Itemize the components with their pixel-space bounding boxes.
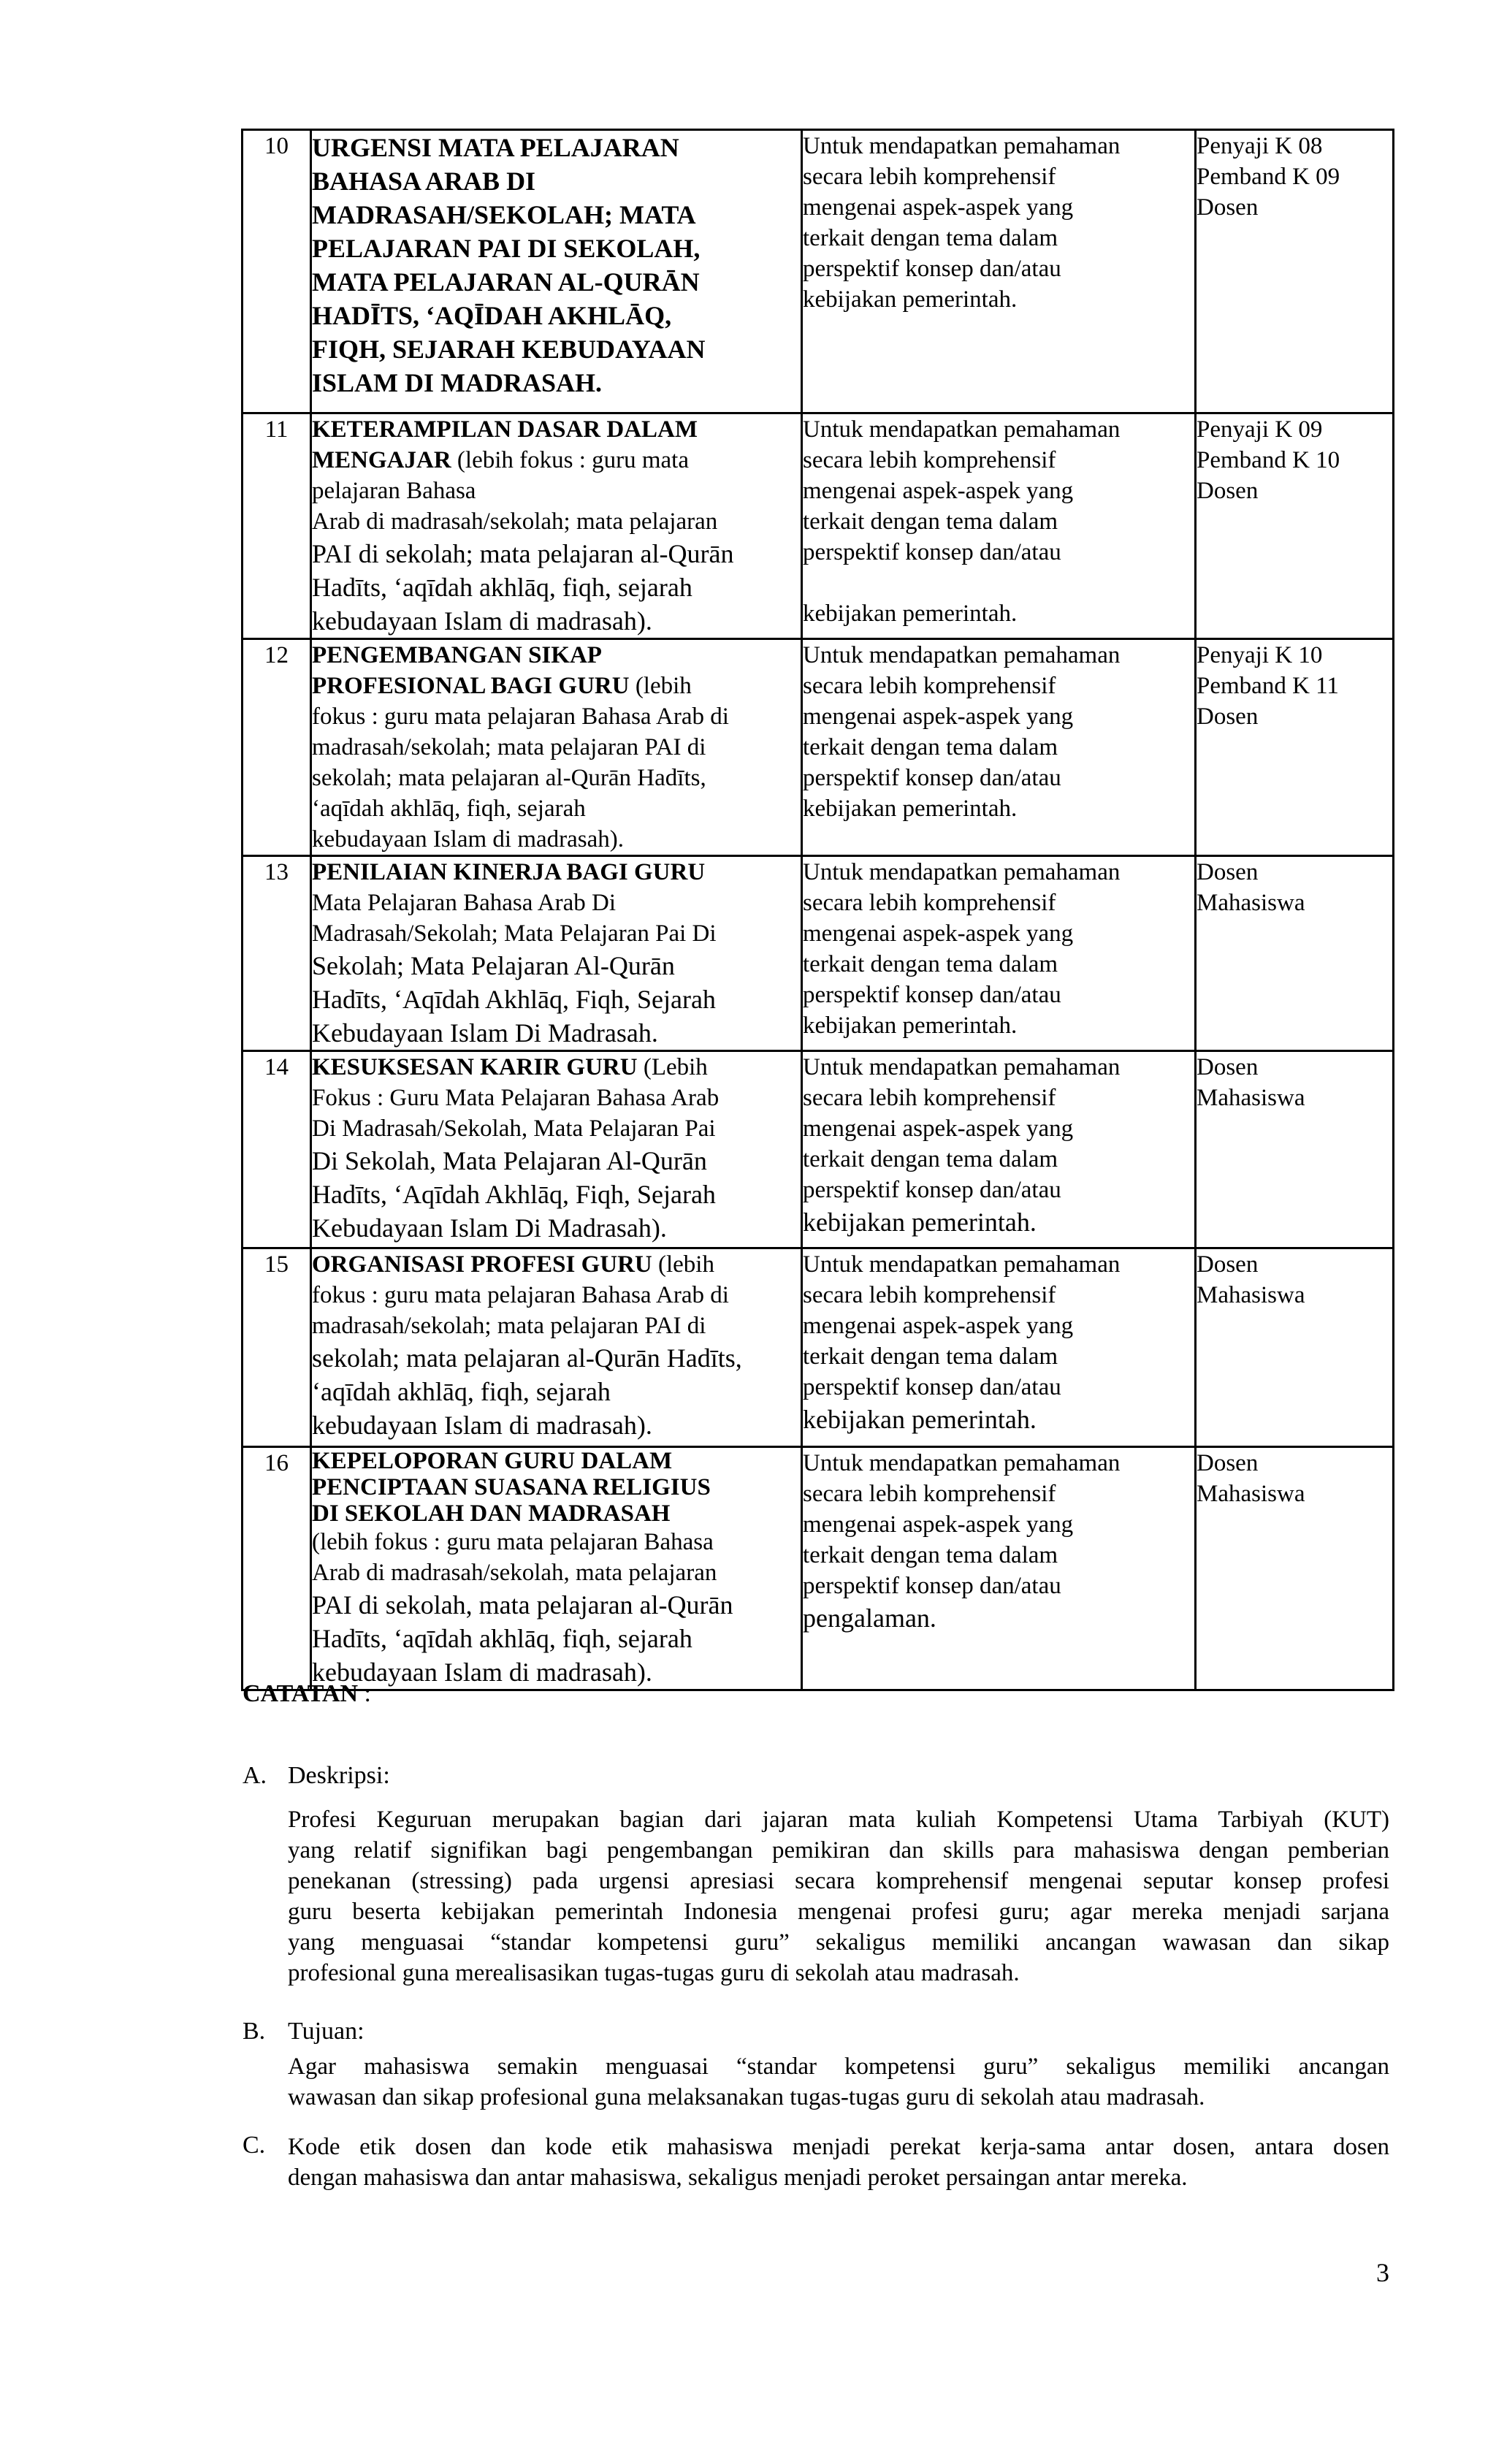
section-c-label: C. <box>243 2132 266 2159</box>
purpose-line: mengenai aspek-aspek yang <box>803 1313 1074 1339</box>
description-line: guru beserta kebijakan pemerintah Indonesia mengenai profesi guru; agar mereka menjadi sarjana <box>288 1899 1389 1925</box>
topic-title-line: ISLAM DI MADRASAH. <box>312 368 603 397</box>
purpose-line: kebijakan pemerintah. <box>803 1012 1018 1039</box>
section-b-label: B. <box>243 2018 266 2045</box>
topic-line: ‘aqīdah akhlāq, fiqh, sejarah <box>312 796 586 822</box>
table-row <box>243 856 1394 1051</box>
purpose-line: perspektif konsep dan/atau <box>803 1374 1061 1400</box>
table-row <box>243 1447 1394 1690</box>
topic-title: PROFESIONAL BAGI GURU <box>312 673 630 699</box>
topic-line: Di Sekolah, Mata Pelajaran Al-Qurān <box>312 1146 707 1175</box>
topic-line: Mata Pelajaran Bahasa Arab Di <box>312 890 617 916</box>
topic-line: PAI di sekolah; mata pelajaran al-Qurān <box>312 539 734 568</box>
ethics-line: Kode etik dosen dan kode etik mahasiswa menjadi perekat kerja-sama antar dosen, antara dosen <box>288 2134 1389 2160</box>
topic-title-line: URGENSI MATA PELAJARAN <box>312 133 679 162</box>
course-schedule-table <box>241 129 1394 1691</box>
topic-title-line: MADRASAH/SEKOLAH; MATA <box>312 200 696 229</box>
purpose-line: pengalaman. <box>803 1603 936 1633</box>
topic-cell <box>311 1051 802 1248</box>
purpose-line: perspektif konsep dan/atau <box>803 982 1061 1008</box>
topic-title-line: FIQH, SEJARAH KEBUDAYAAN <box>312 335 706 364</box>
ethics-line: dengan mahasiswa dan antar mahasiswa, sekaligus menjadi peroket persaingan antar mereka. <box>288 2164 1188 2191</box>
purpose-line: Untuk mendapatkan pemahaman <box>803 642 1121 668</box>
topic-line: Sekolah; Mata Pelajaran Al-Qurān <box>312 951 675 980</box>
objective-line: wawasan dan sikap profesional guna melaksanakan tugas-tugas guru di sekolah atau madrasah. <box>288 2084 1205 2110</box>
purpose-line: terkait dengan tema dalam <box>803 1146 1058 1172</box>
purpose-line: kebijakan pemerintah. <box>803 1208 1037 1237</box>
purpose-line: mengenai aspek-aspek yang <box>803 1511 1074 1538</box>
role-line: Pemband K 09 <box>1197 164 1340 190</box>
section-b-text <box>288 2051 1389 2113</box>
objective-line: Agar mahasiswa semakin menguasai “standar kompetensi guru” sekaligus memiliki ancangan <box>288 2053 1389 2080</box>
role-cell <box>1196 130 1394 413</box>
section-c-text <box>288 2132 1389 2193</box>
topic-title-line: PENCIPTAAN SUASANA RELIGIUS <box>312 1474 711 1500</box>
topic-line: madrasah/sekolah; mata pelajaran PAI di <box>312 734 706 760</box>
role-line: Pemband K 11 <box>1197 673 1339 699</box>
topic-line: Madrasah/Sekolah; Mata Pelajaran Pai Di <box>312 920 717 947</box>
notes-heading-text: CATATAN <box>243 1680 359 1707</box>
purpose-line: Untuk mendapatkan pemahaman <box>803 1054 1121 1080</box>
role-line: Mahasiswa <box>1197 890 1305 916</box>
role-line: Dosen <box>1197 703 1259 730</box>
role-line: Penyaji K 09 <box>1197 416 1323 443</box>
purpose-line: perspektif konsep dan/atau <box>803 1573 1061 1599</box>
role-line: Dosen <box>1197 194 1259 221</box>
row-number: 15 <box>243 1248 311 1447</box>
topic-line: ‘aqīdah akhlāq, fiqh, sejarah <box>312 1377 611 1406</box>
purpose-cell <box>802 130 1196 413</box>
topic-title: KESUKSESAN KARIR GURU <box>312 1054 638 1080</box>
purpose-line: mengenai aspek-aspek yang <box>803 194 1074 221</box>
topic-line: pelajaran Bahasa <box>312 478 476 504</box>
role-line: Dosen <box>1197 859 1259 885</box>
purpose-line: mengenai aspek-aspek yang <box>803 478 1074 504</box>
table-row <box>243 130 1394 413</box>
role-line: Mahasiswa <box>1197 1481 1305 1507</box>
topic-line: Hadīts, ‘Aqīdah Akhlāq, Fiqh, Sejarah <box>312 985 716 1014</box>
topic-line: sekolah; mata pelajaran al-Qurān Hadīts, <box>312 765 706 791</box>
topic-line: PAI di sekolah, mata pelajaran al-Qurān <box>312 1590 733 1620</box>
purpose-cell <box>802 856 1196 1051</box>
purpose-line: secara lebih komprehensif <box>803 447 1056 473</box>
description-line: Profesi Keguruan merupakan bagian dari jajaran mata kuliah Kompetensi Utama Tarbiyah (KUT) <box>288 1807 1389 1833</box>
topic-line: Hadīts, ‘aqīdah akhlāq, fiqh, sejarah <box>312 573 692 602</box>
purpose-line: kebijakan pemerintah. <box>803 796 1018 822</box>
purpose-line: mengenai aspek-aspek yang <box>803 703 1074 730</box>
role-cell <box>1196 1447 1394 1690</box>
topic-title: KETERAMPILAN DASAR DALAM <box>312 416 698 443</box>
purpose-line: secara lebih komprehensif <box>803 1481 1056 1507</box>
description-line: yang relatif signifikan bagi pengembangan pemikiran dan skills para mahasiswa dengan pemberian <box>288 1837 1389 1864</box>
topic-title: ORGANISASI PROFESI GURU <box>312 1251 652 1278</box>
section-a-label: A. <box>243 1762 267 1789</box>
topic-line: Di Madrasah/Sekolah, Mata Pelajaran Pai <box>312 1115 716 1142</box>
role-line: Pemband K 10 <box>1197 447 1340 473</box>
role-cell <box>1196 1051 1394 1248</box>
section-a-title: Deskripsi: <box>288 1762 390 1789</box>
topic-line: Hadīts, ‘aqīdah akhlāq, fiqh, sejarah <box>312 1624 692 1653</box>
role-line: Dosen <box>1197 1054 1259 1080</box>
topic-line: sekolah; mata pelajaran al-Qurān Hadīts, <box>312 1343 742 1373</box>
table-row <box>243 1248 1394 1447</box>
purpose-line: Untuk mendapatkan pemahaman <box>803 859 1121 885</box>
topic-title-line: MATA PELAJARAN AL-QURĀN <box>312 267 700 297</box>
topic-line: madrasah/sekolah; mata pelajaran PAI di <box>312 1313 706 1339</box>
purpose-line: terkait dengan tema dalam <box>803 951 1058 977</box>
purpose-cell <box>802 639 1196 856</box>
topic-title-line: KEPELOPORAN GURU DALAM <box>312 1448 673 1474</box>
topic-line: kebudayaan Islam di madrasah). <box>312 826 625 853</box>
topic-line: kebudayaan Islam di madrasah). <box>312 1411 652 1440</box>
topic-line: kebudayaan Islam di madrasah). <box>312 1658 652 1687</box>
purpose-line: terkait dengan tema dalam <box>803 225 1058 251</box>
topic-line: fokus : guru mata pelajaran Bahasa Arab di <box>312 703 729 730</box>
purpose-line: terkait dengan tema dalam <box>803 508 1058 535</box>
purpose-line: secara lebih komprehensif <box>803 890 1056 916</box>
topic-cell <box>311 1248 802 1447</box>
topic-note: (Lebih <box>637 1054 708 1080</box>
page-number: 3 <box>1376 2258 1389 2287</box>
purpose-line: mengenai aspek-aspek yang <box>803 920 1074 947</box>
topic-line: Kebudayaan Islam Di Madrasah. <box>312 1018 658 1048</box>
purpose-line: kebijakan pemerintah. <box>803 1405 1037 1434</box>
row-number: 10 <box>243 130 311 413</box>
description-line: penekanan (stressing) pada urgensi apresiasi secara komprehensif mengenai seputar konsep profesi <box>288 1868 1389 1894</box>
topic-line: kebudayaan Islam di madrasah). <box>312 606 652 636</box>
topic-cell <box>311 413 802 639</box>
purpose-line: mengenai aspek-aspek yang <box>803 1115 1074 1142</box>
topic-line: Arab di madrasah/sekolah; mata pelajaran <box>312 508 718 535</box>
role-line: Mahasiswa <box>1197 1282 1305 1308</box>
purpose-line: terkait dengan tema dalam <box>803 1542 1058 1568</box>
role-cell <box>1196 413 1394 639</box>
topic-note: (lebih <box>652 1251 714 1278</box>
role-line: Dosen <box>1197 1450 1259 1476</box>
table-row <box>243 1051 1394 1248</box>
purpose-cell <box>802 1051 1196 1248</box>
purpose-line: terkait dengan tema dalam <box>803 1343 1058 1370</box>
purpose-line: kebijakan pemerintah. <box>803 286 1018 313</box>
row-number: 12 <box>243 639 311 856</box>
role-line: Dosen <box>1197 1251 1259 1278</box>
notes-heading <box>243 1680 1389 1708</box>
table-row <box>243 413 1394 639</box>
purpose-line: perspektif konsep dan/atau <box>803 256 1061 282</box>
row-number: 14 <box>243 1051 311 1248</box>
topic-cell <box>311 639 802 856</box>
topic-title-line: HADĪTS, ‘AQĪDAH AKHLĀQ, <box>312 301 672 330</box>
purpose-line: perspektif konsep dan/atau <box>803 1177 1061 1203</box>
topic-cell <box>311 130 802 413</box>
topic-title: MENGAJAR <box>312 447 451 473</box>
notes-heading-colon: : <box>358 1680 371 1707</box>
topic-line: fokus : guru mata pelajaran Bahasa Arab di <box>312 1282 729 1308</box>
topic-note: (lebih <box>629 673 692 699</box>
purpose-cell <box>802 1248 1196 1447</box>
purpose-line: secara lebih komprehensif <box>803 1085 1056 1111</box>
purpose-line: perspektif konsep dan/atau <box>803 539 1061 565</box>
row-number: 11 <box>243 413 311 639</box>
purpose-line: Untuk mendapatkan pemahaman <box>803 133 1121 159</box>
description-line: yang menguasai “standar kompetensi guru” sekaligus memiliki ancangan wawasan dan sikap <box>288 1929 1389 1956</box>
row-number: 13 <box>243 856 311 1051</box>
topic-line: Hadīts, ‘Aqīdah Akhlāq, Fiqh, Sejarah <box>312 1180 716 1209</box>
role-line: Penyaji K 10 <box>1197 642 1323 668</box>
topic-line: Fokus : Guru Mata Pelajaran Bahasa Arab <box>312 1085 720 1111</box>
section-b-title: Tujuan: <box>288 2018 365 2045</box>
topic-line: (lebih fokus : guru mata pelajaran Bahasa <box>312 1529 714 1555</box>
topic-title: PENGEMBANGAN SIKAP <box>312 642 602 668</box>
purpose-line: terkait dengan tema dalam <box>803 734 1058 760</box>
table-row <box>243 639 1394 856</box>
purpose-cell <box>802 413 1196 639</box>
purpose-line: kebijakan pemerintah. <box>803 600 1018 627</box>
purpose-line: secara lebih komprehensif <box>803 164 1056 190</box>
role-cell <box>1196 856 1394 1051</box>
role-cell <box>1196 1248 1394 1447</box>
role-line: Penyaji K 08 <box>1197 133 1323 159</box>
role-line: Dosen <box>1197 478 1259 504</box>
row-number: 16 <box>243 1447 311 1690</box>
topic-title-line: PELAJARAN PAI DI SEKOLAH, <box>312 234 701 263</box>
role-line: Mahasiswa <box>1197 1085 1305 1111</box>
purpose-line: Untuk mendapatkan pemahaman <box>803 416 1121 443</box>
purpose-line: secara lebih komprehensif <box>803 673 1056 699</box>
topic-title-line: DI SEKOLAH DAN MADRASAH <box>312 1500 671 1527</box>
topic-line: Kebudayaan Islam Di Madrasah). <box>312 1213 667 1243</box>
topic-note: (lebih fokus : guru mata <box>451 447 689 473</box>
purpose-line: perspektif konsep dan/atau <box>803 765 1061 791</box>
description-line: profesional guna merealisasikan tugas-tugas guru di sekolah atau madrasah. <box>288 1960 1020 1986</box>
topic-title-line: BAHASA ARAB DI <box>312 167 536 196</box>
purpose-cell <box>802 1447 1196 1690</box>
topic-cell <box>311 1447 802 1690</box>
topic-line: Arab di madrasah/sekolah, mata pelajaran <box>312 1560 717 1586</box>
purpose-line: secara lebih komprehensif <box>803 1282 1056 1308</box>
purpose-line: Untuk mendapatkan pemahaman <box>803 1450 1121 1476</box>
role-cell <box>1196 639 1394 856</box>
section-a-text <box>288 1804 1389 1988</box>
topic-title: PENILAIAN KINERJA BAGI GURU <box>312 859 706 885</box>
topic-cell <box>311 856 802 1051</box>
purpose-line: Untuk mendapatkan pemahaman <box>803 1251 1121 1278</box>
